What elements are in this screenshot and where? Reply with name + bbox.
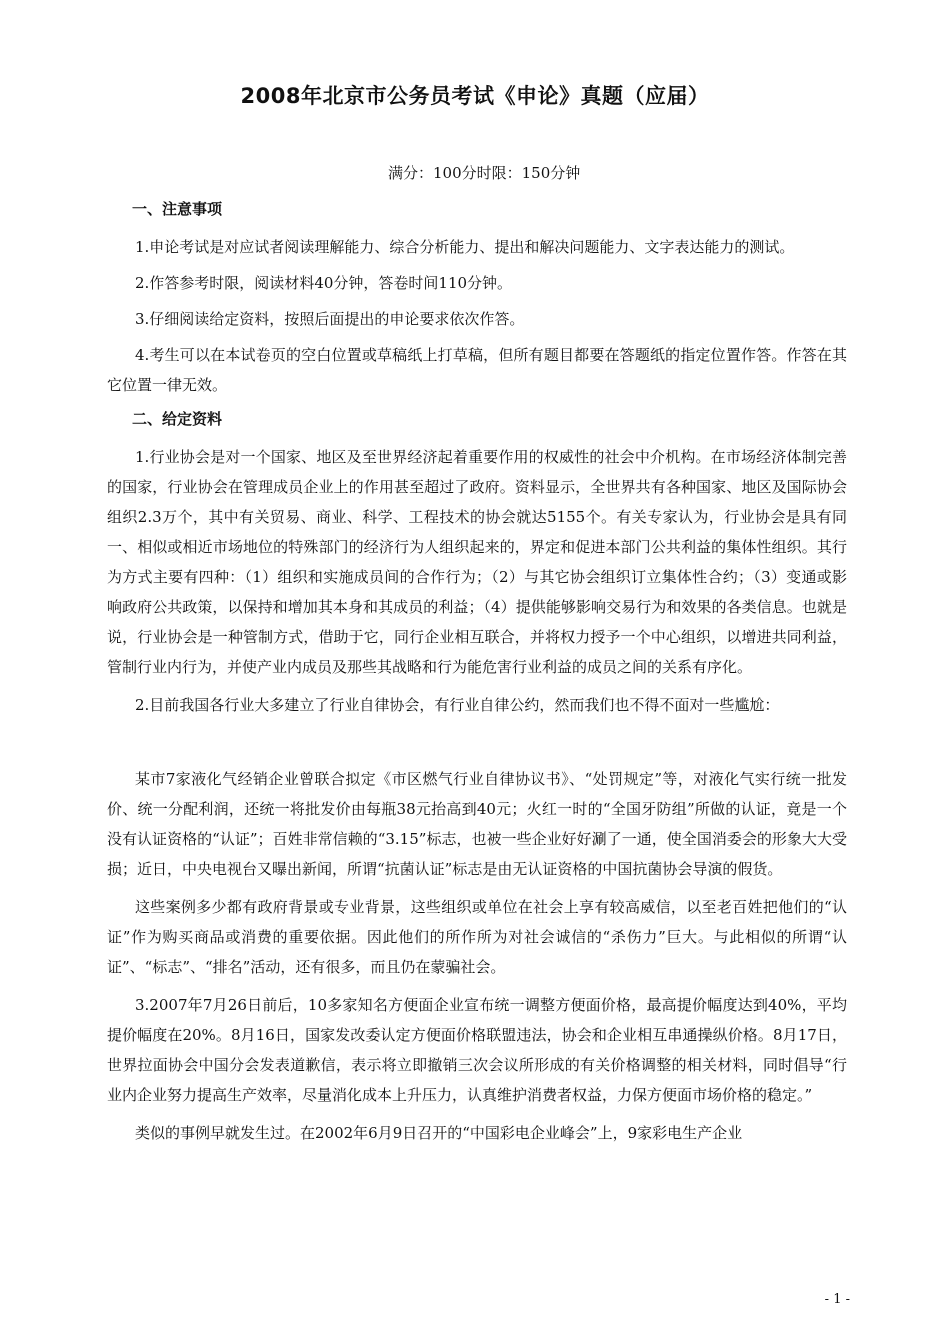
material-paragraph-2: 2.目前我国各行业大多建立了行业自律协会，有行业自律公约，然而我们也不得不面对一些尴尬： (135, 696, 780, 714)
score-time-limit: 满分：100分时限：150分钟 (388, 164, 581, 182)
note-paragraph-1: 1.申论考试是对应试者阅读理解能力、综合分析能力、提出和解决问题能力、文字表达能力的测试。 (135, 238, 795, 256)
section-heading-materials: 二、给定资料 (132, 410, 223, 428)
material-paragraph-5: 3.2007年7月26日前后，10多家知名方便面企业宣布统一调整方便面价格，最高提价幅度达到40%，平均提价幅度在20%。8月16日，国家发改委认定方便面价格联盟违法，协会和企业相互串通操纵价格。8月17日，世界拉面协会中国分会发表道歉信，表示将立即撤销三次会议所形成的有关价格调整的相关材料，同时倡导“行业内企业努力提高生产效率，尽量消化成本上升压力，认真维护消费者权益，力保方便面市场价格的稳定。” (107, 996, 847, 1104)
note-paragraph-3: 3.仔细阅读给定资料，按照后面提出的申论要求依次作答。 (135, 310, 525, 328)
document-body (107, 198, 847, 1156)
material-paragraph-6: 类似的事例早就发生过。在2002年6月9日召开的“中国彩电企业峰会”上，9家彩电生产企业 (135, 1124, 743, 1142)
document-title: 2008年北京市公务员考试《申论》真题（应届） (240, 84, 710, 108)
page-number: - 1 - (824, 1292, 850, 1307)
note-paragraph-4: 4.考生可以在本试卷页的空白位置或草稿纸上打草稿，但所有题目都要在答题纸的指定位置作答。作答在其它位置一律无效。 (107, 346, 847, 394)
section-heading-notes: 一、注意事项 (132, 200, 223, 218)
paragraph-gap (107, 728, 847, 764)
material-paragraph-4: 这些案例多少都有政府背景或专业背景，这些组织或单位在社会上享有较高威信，以至老百姓把他们的“认证”作为购买商品或消费的重要依据。因此他们的所作所为对社会诚信的“杀伤力”巨大。与此相似的所谓“认证”、“标志”、“排名”活动，还有很多，而且仍在蒙骗社会。 (107, 898, 847, 976)
material-paragraph-3: 某市7家液化气经销企业曾联合拟定《市区燃气行业自律协议书》、“处罚规定”等，对液化气实行统一批发价、统一分配利润，还统一将批发价由每瓶38元抬高到40元；火红一时的“全国牙防组”所做的认证，竟是一个没有认证资格的“认证”；百姓非常信赖的“3.15”标志，也被一些企业好好涮了一通，使全国消委会的形象大大受损；近日，中央电视台又曝出新闻，所谓“抗菌认证”标志是由无认证资格的中国抗菌协会导演的假货。 (107, 770, 847, 878)
material-paragraph-1: 1.行业协会是对一个国家、地区及至世界经济起着重要作用的权威性的社会中介机构。在市场经济体制完善的国家，行业协会在管理成员企业上的作用甚至超过了政府。资料显示，全世界共有各种国家、地区及国际协会组织2.3万个，其中有关贸易、商业、科学、工程技术的协会就达5155个。有关专家认为，行业协会是具有同一、相似或相近市场地位的特殊部门的经济行为人组织起来的，界定和促进本部门公共利益的集体性组织。其行为方式主要有四种：（1）组织和实施成员间的合作行为；（2）与其它协会组织订立集体性合约；（3）变通或影响政府公共政策，以保持和增加其本身和其成员的利益；（4）提供能够影响交易行为和效果的各类信息。也就是说，行业协会是一种管制方式，借助于它，同行企业相互联合，并将权力授予一个中心组织，以增进共同利益，管制行业内行为，并使产业内成员及那些其战略和行为能危害行业利益的成员之间的关系有序化。 (107, 448, 847, 676)
note-paragraph-2: 2.作答参考时限，阅读材料40分钟，答卷时间110分钟。 (135, 274, 513, 292)
